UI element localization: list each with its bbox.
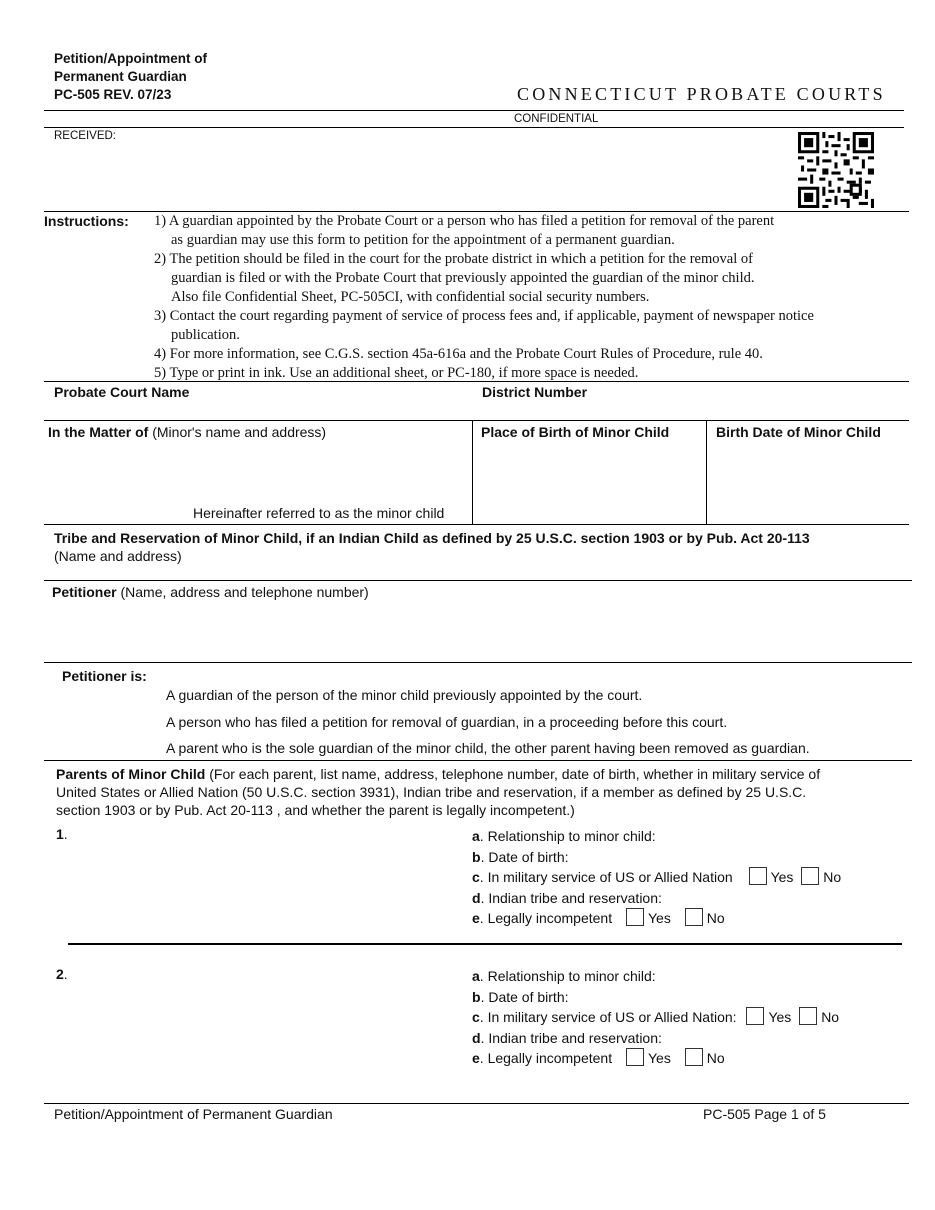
parent-1-incompetent-no-checkbox[interactable]: [685, 908, 703, 926]
parent-2-incompetent-yes-checkbox[interactable]: [626, 1048, 644, 1066]
in-matter-of-rest: (Minor's name and address): [148, 424, 327, 440]
parent-2-incompetent-no-checkbox[interactable]: [685, 1048, 703, 1066]
place-of-birth-label: Place of Birth of Minor Child: [481, 424, 670, 440]
field-label: Relationship to minor child:: [487, 828, 656, 844]
parent-1-dob[interactable]: b. Date of birth:: [472, 848, 569, 865]
instruction-item-cont: [154, 269, 914, 288]
matter-divider-1: [472, 420, 473, 524]
parent-number-value: 2: [56, 966, 64, 982]
instruction-text: guardian is filed or with the Probate Court that previously appointed the guardian of the minor child.: [171, 270, 755, 286]
parent-1-military-yes-checkbox[interactable]: [749, 867, 767, 885]
field-label: Date of birth:: [488, 848, 569, 865]
instruction-text: publication.: [171, 327, 240, 343]
probate-court-name-label: Probate Court Name: [54, 384, 190, 400]
parent-1-military: c. In military service of US or Allied Nation Yes No: [472, 869, 842, 886]
parent-1-military-no-checkbox[interactable]: [801, 867, 819, 885]
no-label: No: [821, 1009, 840, 1026]
birth-date-label: Birth Date of Minor Child: [716, 424, 881, 440]
no-label: No: [706, 1050, 725, 1067]
instruction-item: [154, 250, 914, 269]
parent-2-relationship[interactable]: a. Relationship to minor child:: [472, 968, 656, 984]
qr-code-icon: [798, 132, 874, 208]
tribe-label: Tribe and Reservation of Minor Child, if an Indian Child as defined by 25 U.S.C. section 1903 or by Pub. Act 20-113: [54, 530, 810, 546]
in-matter-of-bold: In the Matter of: [48, 424, 149, 440]
instruction-number: 4): [154, 346, 167, 362]
no-label: No: [706, 910, 725, 927]
parent-2-number: 2.: [56, 966, 68, 982]
petitioner-option-removal[interactable]: A person who has filed a petition for removal of guardian, in a proceeding before this court.: [166, 714, 728, 730]
parents-top-rule: [44, 760, 912, 761]
footer-page-number: PC-505 Page 1 of 5: [703, 1106, 826, 1122]
form-code: PC-505 REV. 07/23: [54, 87, 172, 102]
petitioner-option-parent[interactable]: A parent who is the sole guardian of the minor child, the other parent having been removed as guardian.: [166, 740, 810, 756]
instruction-text: Also file Confidential Sheet, PC-505CI, with confidential social security numbers.: [171, 289, 650, 305]
field-label: Legally incompetent: [487, 910, 613, 927]
parents-label-bold: Parents of Minor Child: [56, 766, 206, 782]
parent-2-tribe[interactable]: d. Indian tribe and reservation:: [472, 1029, 662, 1046]
petitioner-rest: (Name, address and telephone number): [116, 584, 369, 600]
parent-1-incompetent: e. Legally incompetent Yes No: [472, 910, 725, 927]
parents-separator: [68, 943, 902, 945]
instruction-text: A guardian appointed by the Probate Court or a person who has filed a petition for removal of the parent: [168, 213, 775, 229]
parents-label: [56, 765, 906, 819]
parent-2-military-no-checkbox[interactable]: [799, 1007, 817, 1025]
field-label: Legally incompetent: [487, 1050, 613, 1067]
field-label: Relationship to minor child:: [487, 968, 656, 984]
parent-1-tribe[interactable]: d. Indian tribe and reservation:: [472, 889, 662, 906]
received-label: RECEIVED:: [54, 130, 116, 142]
parent-1-incompetent-yes-checkbox[interactable]: [626, 908, 644, 926]
instruction-text: as guardian may use this form to petition for the appointment of a permanent guardian.: [171, 232, 675, 248]
no-label: No: [823, 869, 842, 886]
form-title-line1: Petition/Appointment of: [54, 51, 207, 66]
matter-top-rule: [44, 420, 909, 421]
instruction-number: 3): [154, 308, 167, 324]
probate-court-rule: [44, 381, 909, 382]
instruction-text: Type or print in ink. Use an additional sheet, or PC-180, if more space is needed.: [169, 365, 639, 381]
petitioner-option-guardian[interactable]: A guardian of the person of the minor child previously appointed by the court.: [166, 687, 643, 703]
instruction-number: 1): [154, 213, 167, 229]
received-top-rule: [44, 127, 904, 128]
district-number-label: District Number: [482, 384, 588, 400]
petitioner-bold: Petitioner: [52, 584, 117, 600]
petitioner-is-label: Petitioner is:: [62, 668, 147, 684]
instruction-item: [154, 307, 914, 326]
field-label: In military service of US or Allied Nation: [487, 869, 733, 886]
parent-number-value: 1: [56, 826, 64, 842]
footer-title: Petition/Appointment of Permanent Guardian: [54, 1106, 333, 1122]
instruction-number: 5): [154, 365, 167, 381]
parents-label-text: (For each parent, list name, address, telephone number, date of birth, whether in military service of: [205, 766, 821, 782]
parent-1-fields: [472, 826, 841, 929]
instructions-label: Instructions:: [44, 213, 129, 229]
instruction-text: For more information, see C.G.S. section 45a-616a and the Probate Court Rules of Procedure, rule 40.: [169, 346, 763, 362]
parent-2-dob[interactable]: b. Date of birth:: [472, 988, 569, 1005]
petitioner-label: [52, 584, 369, 600]
parent-2-incompetent: e. Legally incompetent Yes No: [472, 1050, 725, 1067]
petitioner-is-top-rule: [44, 662, 912, 663]
parent-2-military-yes-checkbox[interactable]: [746, 1007, 764, 1025]
field-label: Indian tribe and reservation:: [488, 889, 662, 906]
instruction-item-cont: [154, 288, 914, 307]
instruction-item: [154, 345, 914, 364]
matter-divider-2: [706, 420, 707, 524]
instruction-item-cont: [154, 326, 914, 345]
parents-label-text: United States or Allied Nation (50 U.S.C. section 3931), Indian tribe and reservation, if a member as defined by 25 U.S.C.: [56, 784, 807, 800]
header-rule: [44, 110, 904, 111]
in-matter-of-label: [48, 424, 326, 440]
field-label: Indian tribe and reservation:: [488, 1029, 662, 1046]
instruction-item-cont: [154, 231, 914, 250]
yes-label: Yes: [648, 910, 671, 927]
tribe-top-rule: [44, 524, 909, 525]
instruction-text: The petition should be filed in the court for the probate district in which a petition for the removal of: [169, 251, 753, 267]
yes-label: Yes: [648, 1050, 671, 1067]
parents-label-text: section 1903 or by Pub. Act 20-113 , and whether the parent is legally incompetent.): [56, 802, 575, 818]
instructions-list: [154, 212, 914, 383]
petitioner-top-rule: [44, 580, 912, 581]
yes-label: Yes: [768, 1009, 792, 1026]
parent-2-military: c. In military service of US or Allied Nation: Yes No: [472, 1009, 840, 1026]
parent-1-number: 1.: [56, 826, 68, 842]
parent-2-fields: [472, 966, 839, 1069]
parent-1-relationship[interactable]: a. Relationship to minor child:: [472, 828, 656, 844]
court-name: CONNECTICUT PROBATE COURTS: [517, 84, 886, 104]
form-title-line2: Permanent Guardian: [54, 69, 187, 84]
yes-label: Yes: [770, 869, 794, 886]
instruction-item: [154, 212, 914, 231]
field-label: In military service of US or Allied Nation:: [487, 1009, 737, 1026]
instruction-text: Contact the court regarding payment of service of process fees and, if applicable, payment of newspaper notice: [169, 308, 814, 324]
tribe-sub-label: (Name and address): [54, 548, 182, 564]
instruction-number: 2): [154, 251, 167, 267]
field-label: Date of birth:: [488, 988, 569, 1005]
hereinafter-note: Hereinafter referred to as the minor child: [193, 505, 445, 521]
footer-rule: [44, 1103, 909, 1104]
confidential-label: CONFIDENTIAL: [514, 113, 599, 125]
